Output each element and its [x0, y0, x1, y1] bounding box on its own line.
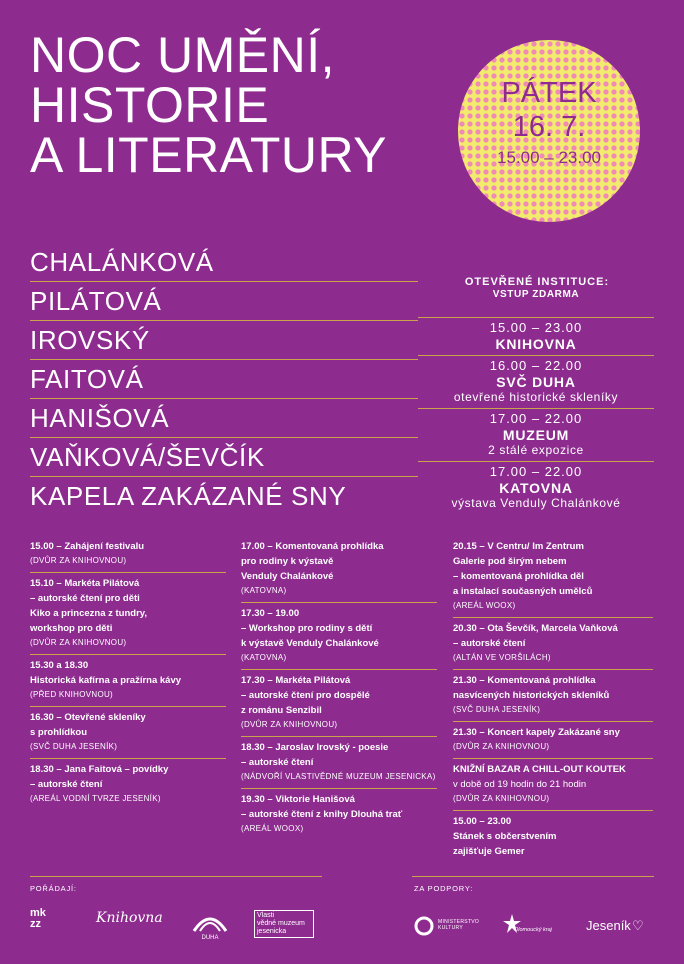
program-item-place: (AREÁL VODNÍ TVRZE JESENÍK): [30, 794, 161, 803]
program-item-title: 20.30 – Ota Ševčík, Marcela Vaňková – autorské čtení: [453, 623, 618, 649]
program-item: [453, 536, 653, 618]
program-item-title: 16.30 – Otevřené skleníky s prohlídkou: [30, 712, 146, 738]
open-institutions: [418, 276, 654, 514]
program-item-place: (DVŮR ZA KNIHOVNOU): [30, 638, 127, 647]
program-item-title: 15.10 – Markéta Pilátová – autorské čtení pro děti Kiko a princezna z tundry, workshop pro děti: [30, 578, 148, 634]
program-item: [30, 573, 226, 655]
institutions-header: [418, 276, 654, 318]
program-item-title: 15.00 – Zahájení festivalu: [30, 541, 145, 552]
program-item-title: KNIŽNÍ BAZAR A CHILL-OUT KOUTEK: [453, 764, 626, 775]
program-item-place: (SVČ DUHA JESENÍK): [30, 742, 118, 751]
ministerstvo-logo-text: MINISTERSTVO KULTURY: [438, 919, 480, 931]
program-item-place: (AREÁL WOOX): [453, 601, 516, 610]
program-item: [30, 536, 226, 573]
program-item-title: 18.30 – Jaroslav Irovský - poesie – autorské čtení: [241, 742, 389, 768]
program-item: [453, 811, 653, 864]
footer-divider-right: [412, 876, 654, 877]
institution-note: výstava Venduly Chalánkové: [451, 496, 621, 510]
program-column-3: [453, 536, 653, 864]
program-item-title: 18.30 – Jana Faitová – povídky – autorské čtení: [30, 764, 169, 790]
institution-time: 17.00 – 22.00: [489, 411, 583, 426]
program-item: [241, 670, 437, 737]
program-item: [241, 737, 437, 789]
institution-note: 2 stálé expozice: [488, 443, 584, 457]
program-item-place: (KATOVNA): [241, 586, 287, 595]
institution-time: 16.00 – 22.00: [489, 358, 583, 373]
badge-time: 15.00 – 23.00: [497, 148, 601, 167]
program-item-title: 15.30 a 18.30 Historická kafírna a pražírna kávy: [30, 660, 182, 686]
heart-icon: ♡: [632, 918, 644, 933]
author-item: IROVSKÝ: [30, 321, 418, 360]
title-line-3: A LITERATURY: [30, 127, 388, 183]
program-item-title: 19.30 – Viktorie Hanišová – autorské čtení z knihy Dlouhá trať: [241, 794, 403, 820]
author-item: CHALÁNKOVÁ: [30, 243, 418, 282]
olomoucky-kraj-logo-text: Olomoucký kraj: [514, 927, 552, 933]
author-item: HANIŠOVÁ: [30, 399, 418, 438]
program-item: [241, 603, 437, 670]
program-item-place: (NÁDVOŘÍ VLASTIVĚDNÉ MUZEUM JESENICKA): [241, 772, 436, 781]
program-item: [453, 759, 653, 811]
poster-title: [30, 27, 470, 183]
program-item-place: (ALTÁN VE VORŠILÁCH): [453, 653, 551, 662]
institution-muzeum: [418, 409, 654, 462]
institution-time: 15.00 – 23.00: [489, 320, 583, 335]
program-item-title: 21.30 – Komentovaná prohlídka nasvícených historických skleníků: [453, 675, 610, 701]
jesenik-logo: Jeseník: [586, 918, 631, 933]
program-item-title: 17.30 – 19.00 – Workshop pro rodiny s dětí k výstavě Venduly Chalánkové: [241, 608, 379, 649]
author-item: FAITOVÁ: [30, 360, 418, 399]
badge-day: PÁTEK: [501, 77, 597, 109]
author-list: [30, 243, 418, 516]
date-badge: [458, 40, 640, 222]
author-item: PILÁTOVÁ: [30, 282, 418, 321]
program-item: [30, 759, 226, 810]
program-item-title: 17.00 – Komentovaná prohlídka pro rodiny k výstavě Venduly Chalánkové: [241, 541, 384, 582]
program-item: [30, 655, 226, 707]
title-line-2: HISTORIE: [30, 77, 270, 133]
program-item: [453, 670, 653, 722]
supporters-label: ZA PODPORY:: [414, 884, 474, 893]
institution-name: KATOVNA: [499, 480, 573, 496]
program-column-1: [30, 536, 226, 810]
institutions-heading: OTEVŘENÉ INSTITUCE:: [464, 276, 610, 288]
program-item-place: (AREÁL WOOX): [241, 824, 304, 833]
program-item: [30, 707, 226, 759]
program-item-title: 20.15 – V Centru/ Im Zentrum Galerie pod širým nebem – komentovaná prohlídka děl a instalací současných umělců: [453, 541, 593, 597]
program-item-title: 17.30 – Markéta Pilátová – autorské čtení pro dospělé z románu Senzibil: [241, 675, 370, 716]
program-item-place: (DVŮR ZA KNIHOVNOU): [241, 720, 338, 729]
institution-knihovna: [418, 318, 654, 356]
muzeum-logo: Vlasti vědné muzeum jesenicka: [254, 910, 314, 938]
mkz-logo: mk zz: [30, 907, 46, 930]
program-item: [453, 618, 653, 670]
institution-note: otevřené historické skleníky: [453, 390, 619, 404]
institution-katovna: [418, 462, 654, 514]
badge-date: 16. 7.: [512, 111, 586, 143]
program-item-place: (DVŮR ZA KNIHOVNOU): [453, 794, 550, 803]
duha-logo: [188, 905, 232, 941]
institution-name: SVČ DUHA: [496, 374, 576, 390]
ministerstvo-logo-mark: [414, 916, 434, 936]
program-item: [241, 536, 437, 603]
organizers-label: POŘÁDAJÍ:: [30, 884, 77, 893]
institution-name: KNIHOVNA: [495, 336, 577, 352]
author-item: VAŇKOVÁ/ŠEVČÍK: [30, 438, 418, 477]
program-item-place: (DVŮR ZA KNIHOVNOU): [453, 742, 550, 751]
knihovna-logo: Knihovna: [96, 910, 163, 926]
program-item-place: (KATOVNA): [241, 653, 287, 662]
duha-logo-text: DUHA: [201, 935, 219, 941]
program-column-2: [241, 536, 437, 840]
program-item-title: 15.00 – 23.00 Stánek s občerstvením zajišťuje Gemer: [453, 816, 557, 857]
program-item: [453, 722, 653, 759]
title-line-1: NOC UMĚNÍ,: [30, 27, 335, 83]
program-item-subtitle: v době od 19 hodin do 21 hodin: [453, 779, 587, 790]
program-item-place: (PŘED KNIHOVNOU): [30, 690, 114, 699]
program-item-place: (DVŮR ZA KNIHOVNOU): [30, 556, 127, 565]
institution-svc-duha: [418, 356, 654, 409]
program-item: [241, 789, 437, 840]
author-item: KAPELA ZAKÁZANÉ SNY: [30, 481, 347, 511]
institutions-subheading: VSTUP ZDARMA: [492, 289, 580, 300]
program-item-title: 21.30 – Koncert kapely Zakázané sny: [453, 727, 620, 738]
program-item-place: (SVČ DUHA JESENÍK): [453, 705, 541, 714]
institution-time: 17.00 – 22.00: [489, 464, 583, 479]
institution-name: MUZEUM: [502, 427, 570, 443]
footer-divider-left: [30, 876, 322, 877]
